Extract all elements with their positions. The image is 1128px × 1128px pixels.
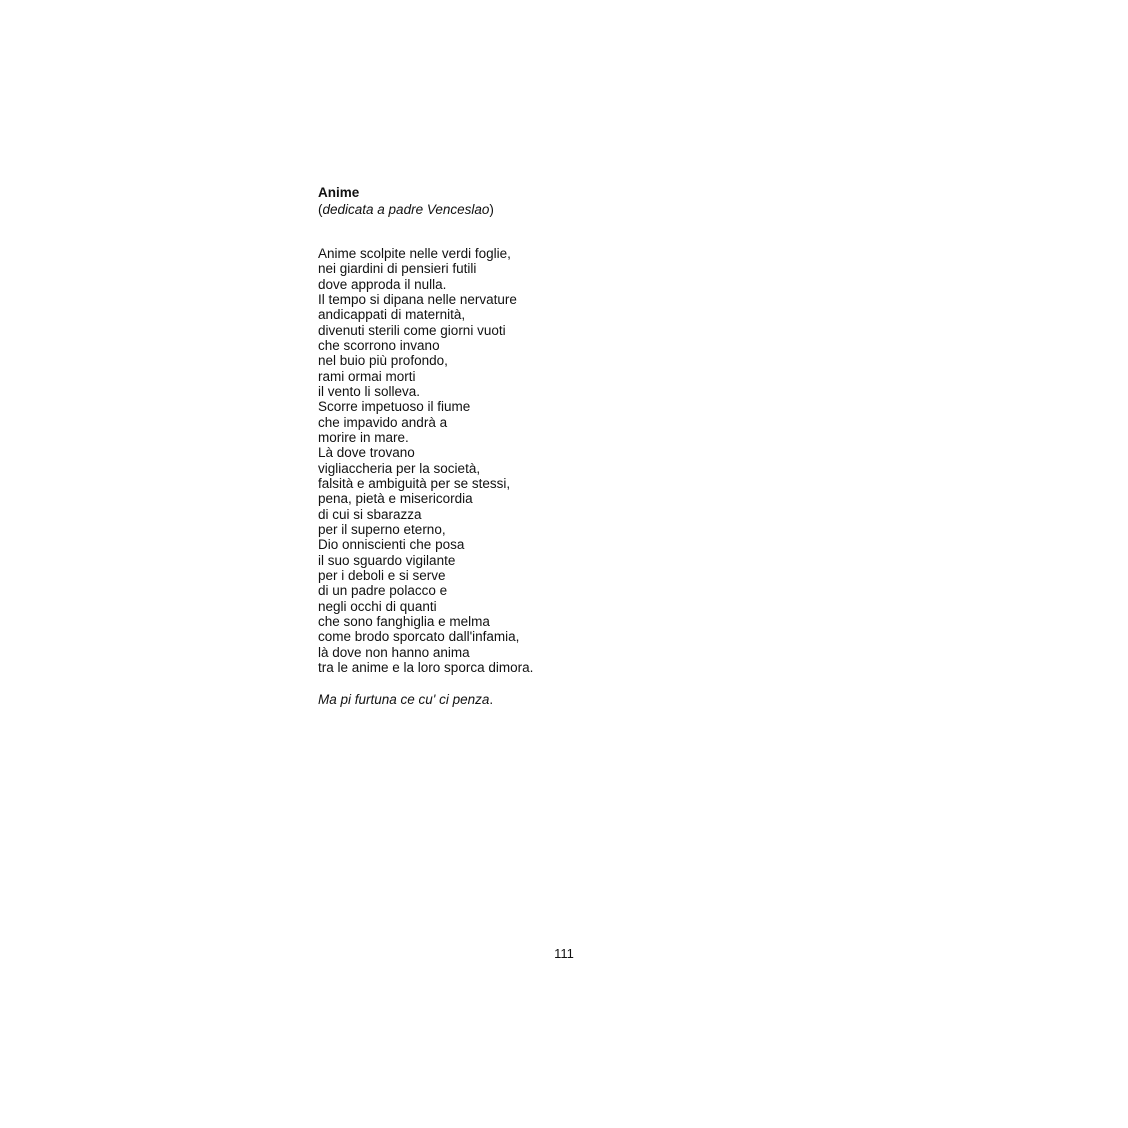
poem-line: Là dove trovano xyxy=(318,445,415,461)
poem-line: rami ormai morti xyxy=(318,368,416,384)
dedication-text: dedicata a padre Venceslao xyxy=(322,202,490,217)
poem-line: nei giardini di pensieri futili xyxy=(318,261,477,277)
dedication-open-paren: ( xyxy=(318,202,323,217)
poem-dedication xyxy=(318,201,738,218)
poem-line: andicappati di maternità, xyxy=(318,307,466,323)
poem-line: per il superno eterno, xyxy=(318,521,446,537)
poem-line: che sono fanghiglia e melma xyxy=(318,613,490,629)
poem-line: come brodo sporcato dall'infamia, xyxy=(318,629,520,645)
poem-line: dove approda il nulla. xyxy=(318,276,447,292)
poem-line: negli occhi di quanti xyxy=(318,598,437,614)
poem-line: che impavido andrà a xyxy=(318,414,448,430)
poem-line: là dove non hanno anima xyxy=(318,644,470,660)
poem-line: il suo sguardo vigilante xyxy=(318,552,456,568)
page-number: 111 xyxy=(554,946,574,961)
closing-period: . xyxy=(489,692,494,708)
poem xyxy=(318,184,738,708)
poem-line: che scorrono invano xyxy=(318,337,440,353)
poem-line: Scorre impetuoso il fiume xyxy=(318,399,471,415)
poem-line: di cui si sbarazza xyxy=(318,506,422,522)
poem-line: morire in mare. xyxy=(318,429,409,445)
poem-line: per i deboli e si serve xyxy=(318,567,446,583)
poem-title: Anime xyxy=(318,185,360,200)
poem-line: Dio onniscienti che posa xyxy=(318,537,465,553)
poem-line: di un padre polacco e xyxy=(318,583,448,599)
closing-italic-text: Ma pi furtuna ce cu' ci penza xyxy=(318,692,490,708)
poem-line: Anime scolpite nelle verdi foglie, xyxy=(318,246,511,261)
poem-line: nel buio più profondo, xyxy=(318,353,448,369)
dedication-close-paren: ) xyxy=(489,202,494,217)
poem-line: vigliaccheria per la società, xyxy=(318,460,481,476)
poem-line: tra le anime e la loro sporca dimora. xyxy=(318,659,534,675)
poem-line: pena, pietà e misericordia xyxy=(318,491,473,507)
poem-line: falsità e ambiguità per se stessi, xyxy=(318,475,511,491)
poem-line: Il tempo si dipana nelle nervature xyxy=(318,291,517,307)
poem-line: il vento li solleva. xyxy=(318,383,421,399)
poem-body xyxy=(318,246,738,675)
poem-line: divenuti sterili come giorni vuoti xyxy=(318,322,506,338)
poem-closing-line xyxy=(318,691,738,708)
